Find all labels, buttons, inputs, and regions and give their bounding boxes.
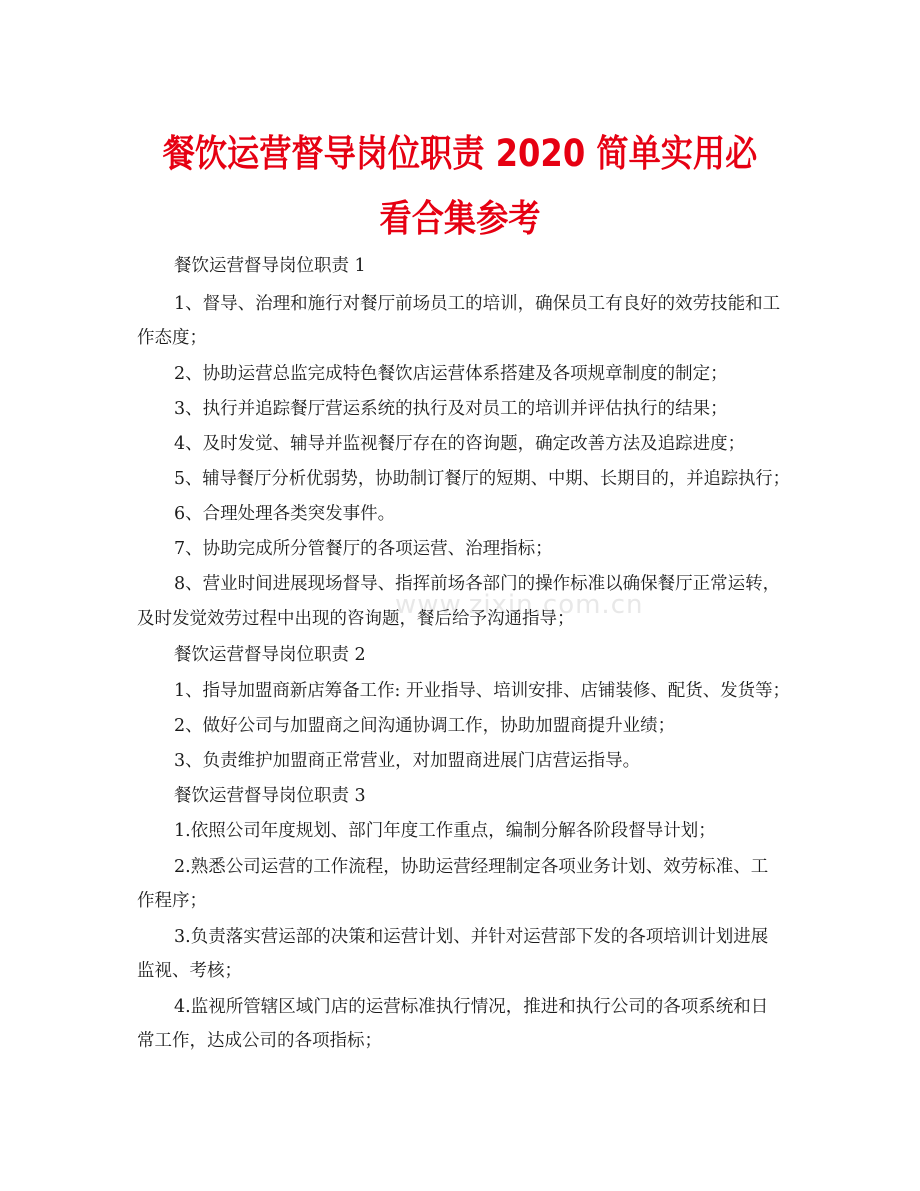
paragraph-line: 2、协助运营总监完成特色餐饮店运营体系搭建及各项规章制度的制定； [174, 364, 728, 384]
paragraph-line: 6、合理处理各类突发事件。 [174, 504, 396, 524]
paragraph-line: 1、指导加盟商新店筹备工作: 开业指导、培训安排、店铺装修、配货、发货等； [174, 681, 790, 701]
paragraph-line: 4、及时发觉、辅导并监视餐厅存在的咨询题，确定改善方法及追踪进度； [174, 434, 746, 454]
paragraph-line: 1.依照公司年度规划、部门年度工作重点，编制分解各阶段督导计划； [174, 821, 716, 841]
paragraph-line: 3.负责落实营运部的决策和运营计划、并针对运营部下发的各项培训计划进展 [174, 927, 769, 947]
paragraph-line: 7、协助完成所分管餐厅的各项运营、治理指标； [174, 539, 553, 559]
paragraph-line: 1、督导、治理和施行对餐厅前场员工的培训，确保员工有良好的效劳技能和工 [174, 294, 781, 314]
document-title-line-1: 餐饮运营督导岗位职责 2020 简单实用必 [162, 132, 758, 175]
paragraph-line: 监视、考核； [137, 961, 242, 981]
paragraph-line: 2、做好公司与加盟商之间沟通协调工作，协助加盟商提升业绩； [174, 716, 676, 736]
watermark-text: www.zixin.com.cn [395, 590, 644, 620]
paragraph-line: 2.熟悉公司运营的工作流程，协助运营经理制定各项业务计划、效劳标准、工 [174, 857, 769, 877]
section-heading-2: 餐饮运营督导岗位职责 2 [174, 645, 366, 665]
paragraph-line: 作程序； [137, 891, 207, 911]
paragraph-line: 3、负责维护加盟商正常营业，对加盟商进展门店营运指导。 [174, 751, 641, 771]
document-title-line-2: 看合集参考 [379, 197, 541, 240]
paragraph-line: 8、营业时间进展现场督导、指挥前场各部门的操作标准以确保餐厅正常运转， [174, 574, 781, 594]
paragraph-line: 3、执行并追踪餐厅营运系统的执行及对员工的培训并评估执行的结果； [174, 399, 728, 419]
section-heading-3: 餐饮运营督导岗位职责 3 [174, 786, 366, 806]
paragraph-line: 4.监视所管辖区域门店的运营标准执行情况，推进和执行公司的各项系统和日 [174, 997, 769, 1017]
section-heading-1: 餐饮运营督导岗位职责 1 [174, 256, 366, 276]
paragraph-line: 及时发觉效劳过程中出现的咨询题，餐后给予沟通指导； [137, 609, 575, 629]
paragraph-line: 常工作，达成公司的各项指标； [137, 1031, 382, 1051]
paragraph-line: 作态度； [137, 328, 207, 348]
paragraph-line: 5、辅导餐厅分析优弱势，协助制订餐厅的短期、中期、长期目的，并追踪执行； [174, 469, 790, 489]
